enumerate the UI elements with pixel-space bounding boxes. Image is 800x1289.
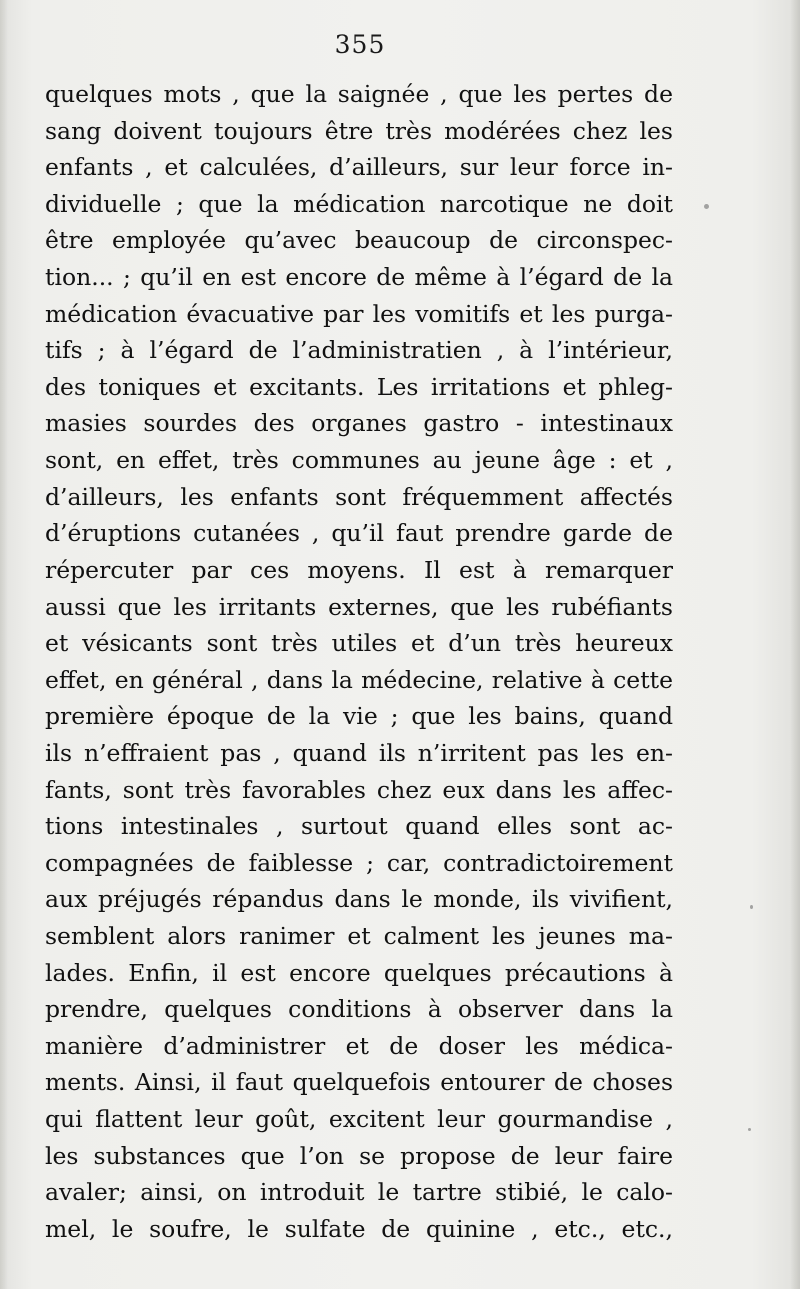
page-edge-right [790,0,800,1289]
text-line: quelques mots , que la saignée , que les pertes de [45,80,673,108]
text-line: semblent alors ranimer et calment les jeunes ma- [45,922,673,951]
body-text [45,76,673,1248]
paper-speck [750,905,753,909]
text-line: prendre, quelques conditions à observer dans la [45,995,673,1024]
text-line: les substances que l’on se propose de leur faire [45,1141,673,1170]
text-line: fants, sont très favorables chez eux dans les affec- [45,775,673,804]
text-line: aussi que les irritants externes, que les rubéfiants [45,592,673,621]
paper-speck [748,1128,751,1131]
text-line: tion... ; qu’il en est encore de même à l’égard de la [45,263,673,292]
text-line: manière d’administrer et de doser les médica- [45,1031,673,1060]
text-line: des toniques et excitants. Les irritations et phleg- [45,372,673,401]
text-line: effet, en général , dans la médecine, relative à cette [45,665,673,694]
text-line: compagnées de faiblesse ; car, contradictoirement [45,848,673,877]
text-line: sang doivent toujours être très modérées chez les [45,116,673,145]
page-number: 355 [334,30,386,59]
text-line: d’éruptions cutanées , qu’il faut prendre garde de [45,519,673,548]
page-edge-left [0,0,8,1289]
text-line: ils n’effraient pas , quand ils n’irritent pas les en- [45,738,673,767]
text-line: avaler; ainsi, on introduit le tartre stibié, le calo- [45,1178,673,1207]
text-line: première époque de la vie ; que les bains, quand [45,702,673,731]
text-line: masies sourdes des organes gastro - intestinaux [45,409,673,438]
text-line: tions intestinales , surtout quand elles sont ac- [45,812,673,841]
text-line: médication évacuative par les vomitifs et les purga- [45,299,673,328]
text-line: enfants , et calculées, d’ailleurs, sur leur force in- [45,153,673,182]
text-line: être employée qu’avec beaucoup de circonspec- [45,226,673,255]
paper-speck [704,204,709,209]
text-line: sont, en effet, très communes au jeune âge : et , [45,446,673,475]
text-line: mel, le soufre, le sulfate de quinine , etc., etc., [45,1214,673,1243]
text-line: qui flattent leur goût, excitent leur gourmandise , [45,1105,673,1134]
text-line: lades. Enfin, il est encore quelques précautions à [45,958,673,987]
text-line: ments. Ainsi, il faut quelquefois entourer de choses [45,1068,673,1097]
text-line: dividuelle ; que la médication narcotique ne doit [45,189,673,218]
text-line: aux préjugés répandus dans le monde, ils vivifient, [45,885,673,914]
text-line: répercuter par ces moyens. Il est à remarquer [45,555,673,584]
text-line: et vésicants sont très utiles et d’un très heureux [45,629,673,658]
text-line: tifs ; à l’égard de l’administratien , à l’intérieur, [45,336,673,365]
text-line: d’ailleurs, les enfants sont fréquemment affectés [45,482,673,511]
